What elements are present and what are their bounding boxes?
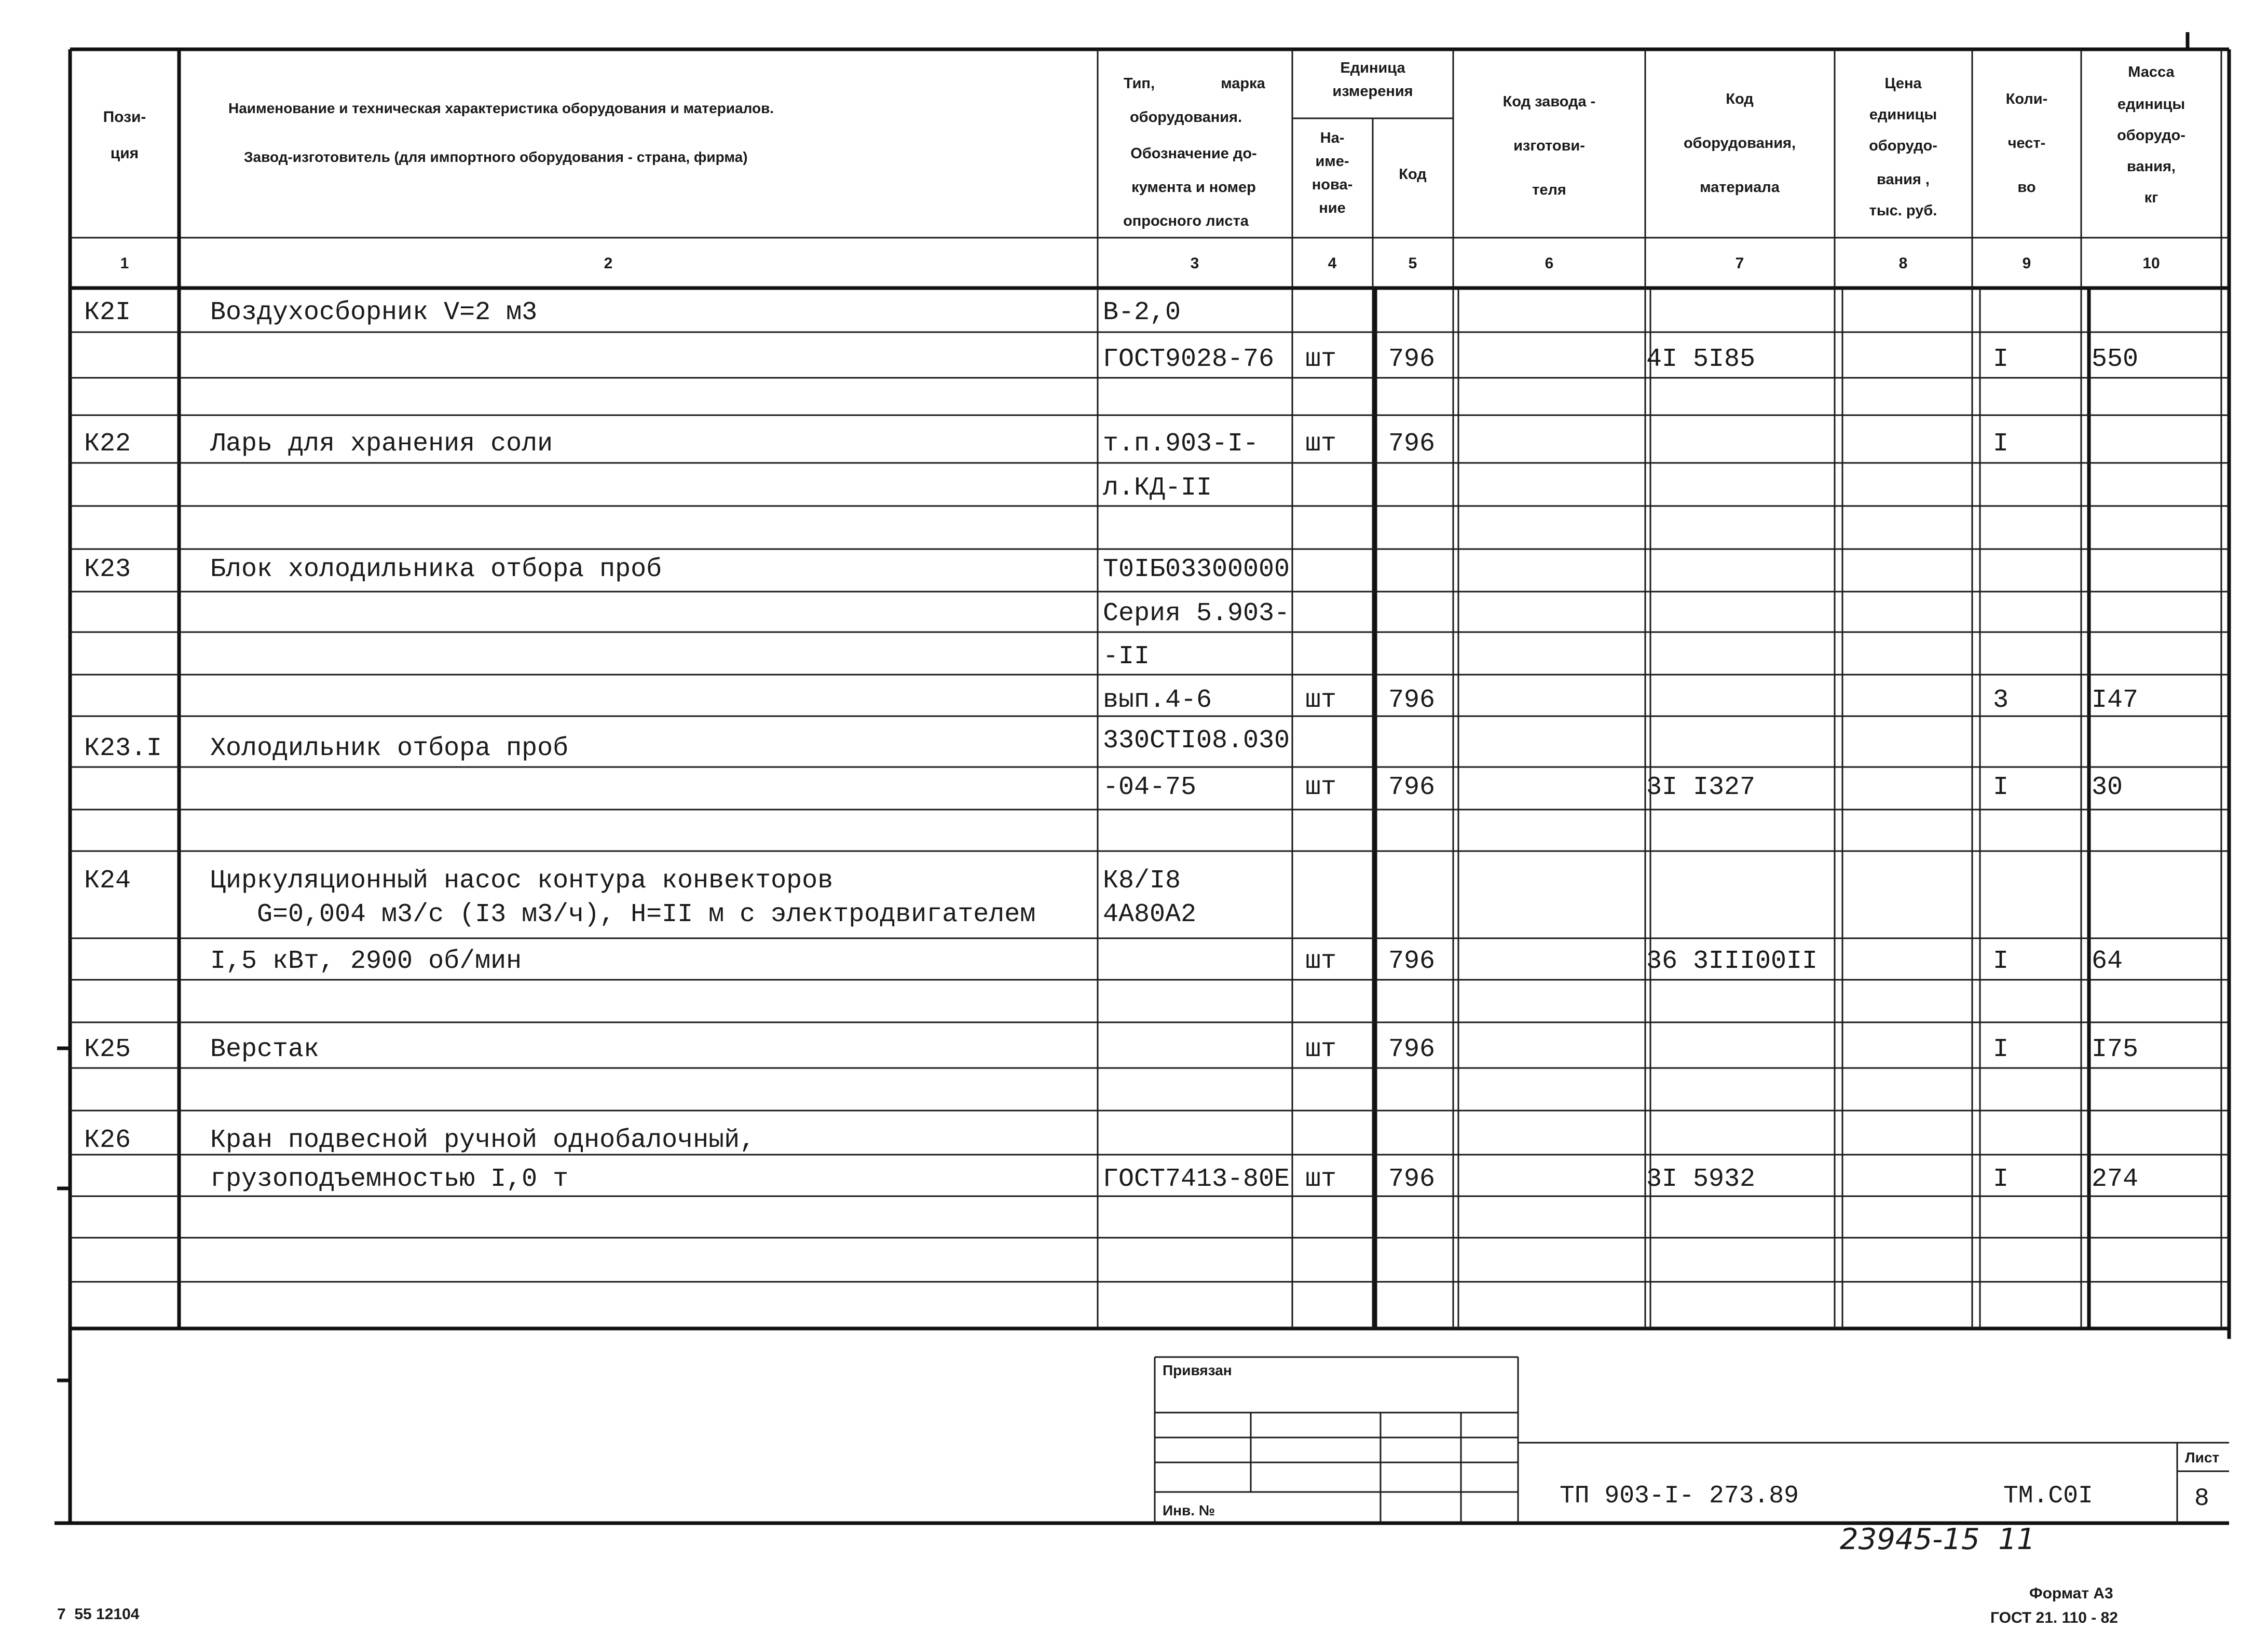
header-col3-line1: Тип, bbox=[1123, 75, 1155, 92]
row-12-unit: шт bbox=[1305, 773, 1337, 802]
header-col4-line1: На- bbox=[1320, 130, 1345, 146]
row-15-type: 4А80А2 bbox=[1103, 900, 1197, 929]
header-col9-line3: во bbox=[2017, 179, 2036, 196]
row-10-code: 796 bbox=[1388, 686, 1436, 715]
header-col6-line2: изготови- bbox=[1513, 138, 1585, 154]
col-number-9: 9 bbox=[2022, 255, 2031, 272]
row-2-code: 796 bbox=[1388, 345, 1436, 374]
row-2-quantity: I bbox=[1993, 345, 2009, 374]
row-21-mass: 274 bbox=[2092, 1165, 2139, 1194]
row-21-quantity: I bbox=[1993, 1165, 2009, 1194]
footer-left-code: 7 55 12104 bbox=[57, 1606, 140, 1623]
handwritten-number: 23945-15 11 bbox=[1840, 1523, 2035, 1556]
title-block bbox=[54, 1357, 2229, 1556]
col-number-1: 1 bbox=[120, 255, 129, 272]
row-11-type: 330СТI08.030 bbox=[1103, 726, 1290, 756]
col-number-7: 7 bbox=[1735, 255, 1744, 272]
footer-format: Формат А3 bbox=[2029, 1585, 2113, 1602]
row-12-quantity: I bbox=[1993, 773, 2009, 802]
row-11-name: Холодильник отбора проб bbox=[210, 734, 569, 763]
row-4-code: 796 bbox=[1388, 429, 1436, 459]
row-14-type: К8/I8 bbox=[1103, 866, 1181, 896]
row-5-type: л.КД-II bbox=[1103, 473, 1212, 503]
row-7-position: К23 bbox=[84, 555, 131, 584]
header-col2-line2: Завод-изготовитель (для импортного оборудования - страна, фирма) bbox=[244, 149, 748, 165]
col-number-4: 4 bbox=[1328, 255, 1337, 272]
row-4-name: Ларь для хранения соли bbox=[210, 429, 553, 459]
row-12-mass: 30 bbox=[2092, 773, 2123, 802]
row-21-code: 796 bbox=[1388, 1165, 1436, 1194]
footer-gost: ГОСТ 21. 110 - 82 bbox=[1990, 1609, 2118, 1626]
row-16-quantity: I bbox=[1993, 947, 2009, 976]
header-col3-line4: Обозначение до- bbox=[1130, 145, 1257, 162]
header-col6-line3: теля bbox=[1532, 182, 1566, 198]
table-header bbox=[103, 60, 2185, 272]
row-20-position: К26 bbox=[84, 1126, 131, 1155]
header-col2-line1: Наименование и техническая характеристика оборудования и материалов. bbox=[228, 100, 774, 116]
row-2-mass: 550 bbox=[2092, 345, 2139, 374]
page-footer bbox=[57, 1585, 2118, 1626]
row-4-type: т.п.903-I- bbox=[1103, 429, 1259, 459]
row-4-quantity: I bbox=[1993, 429, 2009, 459]
row-12-equipment-code: 3I I327 bbox=[1646, 773, 1756, 802]
row-2-type: ГОСТ9028-76 bbox=[1103, 345, 1275, 374]
header-col3-line3: оборудования. bbox=[1129, 109, 1242, 126]
row-16-name: I,5 кВт, 2900 об/мин bbox=[210, 947, 522, 976]
row-16-mass: 64 bbox=[2092, 947, 2123, 976]
row-10-type: вып.4-6 bbox=[1103, 686, 1212, 715]
header-col10-line2: единицы bbox=[2117, 96, 2185, 113]
row-18-name: Верстак bbox=[210, 1035, 320, 1064]
privyazan-label: Привязан bbox=[1163, 1362, 1232, 1378]
row-4-unit: шт bbox=[1305, 429, 1337, 459]
row-2-equipment-code: 4I 5I85 bbox=[1646, 345, 1756, 374]
row-10-mass: I47 bbox=[2092, 686, 2139, 715]
header-col6-line1: Код завода - bbox=[1502, 93, 1596, 110]
col-number-2: 2 bbox=[604, 255, 613, 272]
row-10-unit: шт bbox=[1305, 686, 1337, 715]
row-12-code: 796 bbox=[1388, 773, 1436, 802]
document-code: ТП 903-I- 273.89 bbox=[1560, 1482, 1799, 1510]
inventory-number-label: Инв. № bbox=[1163, 1502, 1215, 1518]
row-9-type: -II bbox=[1103, 642, 1150, 672]
row-11-position: К23.I bbox=[84, 734, 162, 763]
col-number-6: 6 bbox=[1545, 255, 1554, 272]
header-col10-line4: вания, bbox=[2127, 158, 2176, 175]
header-col7-line3: материала bbox=[1700, 179, 1780, 196]
table-body bbox=[84, 298, 2138, 1194]
row-18-quantity: I bbox=[1993, 1035, 2009, 1064]
row-1-type: В-2,0 bbox=[1103, 298, 1181, 327]
row-14-name: Циркуляционный насос контура конвекторов bbox=[210, 866, 834, 896]
header-col8-line5: тыс. руб. bbox=[1869, 202, 1937, 219]
header-col8-line2: единицы bbox=[1869, 106, 1937, 123]
row-18-position: К25 bbox=[84, 1035, 131, 1064]
header-units-line1: Единица bbox=[1340, 60, 1405, 76]
row-21-name: грузоподъемностью I,0 т bbox=[210, 1165, 569, 1194]
row-7-name: Блок холодильника отбора проб bbox=[210, 555, 662, 584]
header-units-line2: измерения bbox=[1332, 83, 1413, 100]
header-col5: Код bbox=[1399, 166, 1427, 183]
row-2-unit: шт bbox=[1305, 345, 1337, 374]
row-18-code: 796 bbox=[1388, 1035, 1436, 1064]
row-16-code: 796 bbox=[1388, 947, 1436, 976]
row-15-name: G=0,004 м3/с (I3 м3/ч), Н=II м с электродвигателем bbox=[210, 900, 1036, 929]
header-col3-line2: марка bbox=[1221, 75, 1265, 92]
row-16-unit: шт bbox=[1305, 947, 1337, 976]
row-21-type: ГОСТ7413-80Е bbox=[1103, 1165, 1290, 1194]
header-col4-line3: нова- bbox=[1311, 176, 1353, 193]
header-col8-line1: Цена bbox=[1884, 75, 1922, 92]
col-number-5: 5 bbox=[1408, 255, 1417, 272]
row-21-unit: шт bbox=[1305, 1165, 1337, 1194]
row-8-type: Серия 5.903- bbox=[1103, 599, 1290, 628]
header-col9-line2: чест- bbox=[2007, 135, 2046, 152]
header-col3-line5: кумента и номер bbox=[1131, 179, 1256, 196]
row-18-unit: шт bbox=[1305, 1035, 1337, 1064]
row-12-type: -04-75 bbox=[1103, 773, 1197, 802]
row-1-position: К2I bbox=[84, 298, 131, 327]
row-18-mass: I75 bbox=[2092, 1035, 2139, 1064]
sheet-number: 8 bbox=[2194, 1485, 2209, 1513]
header-col7-line2: оборудования, bbox=[1683, 135, 1796, 152]
col-number-8: 8 bbox=[1898, 255, 1908, 272]
row-10-quantity: 3 bbox=[1993, 686, 2009, 715]
row-7-type: Т0IБ03300000 bbox=[1103, 555, 1290, 584]
header-col9-line1: Коли- bbox=[2005, 91, 2048, 107]
row-1-name: Воздухосборник V=2 м3 bbox=[210, 298, 538, 327]
row-16-equipment-code: 36 3III00II bbox=[1646, 947, 1818, 976]
header-col4-line2: име- bbox=[1315, 153, 1349, 170]
header-col10-line1: Масса bbox=[2128, 64, 2175, 80]
col-number-3: 3 bbox=[1190, 255, 1199, 272]
header-col10-line3: оборудо- bbox=[2117, 127, 2185, 144]
header-col8-line3: оборудо- bbox=[1869, 138, 1937, 154]
sheet-label: Лист bbox=[2185, 1449, 2220, 1466]
col-number-10: 10 bbox=[2142, 255, 2160, 272]
header-col1-line1: Пози- bbox=[103, 108, 146, 126]
header-col1-line2: ция bbox=[110, 145, 139, 162]
row-14-position: К24 bbox=[84, 866, 131, 896]
header-col10-line5: кг bbox=[2144, 189, 2158, 206]
row-4-position: К22 bbox=[84, 429, 131, 459]
header-col7-line1: Код bbox=[1726, 91, 1754, 107]
header-col3-line6: опросного листа bbox=[1123, 213, 1249, 229]
header-col8-line4: вания , bbox=[1877, 171, 1930, 188]
header-col4-line4: ние bbox=[1319, 200, 1346, 216]
document-mark: ТМ.С0I bbox=[2003, 1482, 2093, 1510]
row-21-equipment-code: 3I 5932 bbox=[1646, 1165, 1756, 1194]
row-20-name: Кран подвесной ручной однобалочный, bbox=[210, 1126, 756, 1155]
